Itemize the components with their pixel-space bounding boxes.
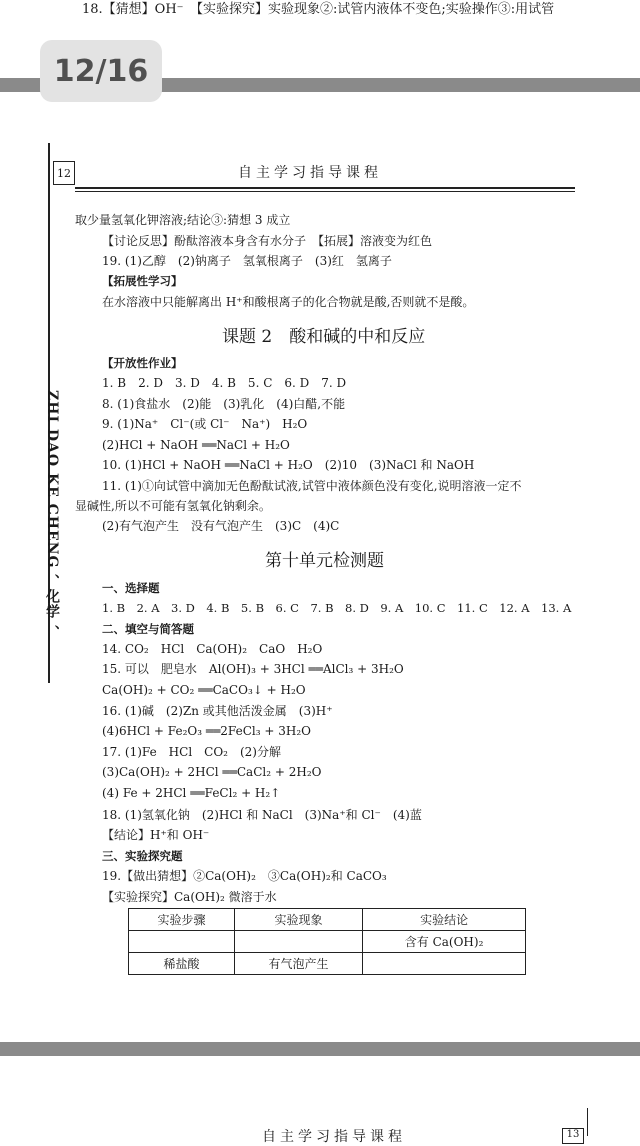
table-row bbox=[129, 953, 526, 975]
table-header-row bbox=[129, 909, 526, 931]
answer-line: 18. (1)氢氧化钠 (2)HCl 和 NaCl (3)Na⁺和 Cl⁻ (4)蓝 bbox=[102, 808, 422, 822]
answer-line: (4)6HCl + Fe₂O₃ ══2FeCl₃ + 3H₂O bbox=[102, 724, 311, 738]
answer-line: 【结论】H⁺和 OH⁻ bbox=[102, 828, 210, 842]
answer-line: 14. CO₂ HCl Ca(OH)₂ CaO H₂O bbox=[102, 642, 323, 656]
table-row bbox=[129, 931, 526, 953]
answer-line: 1. B 2. D 3. D 4. B 5. C 6. D 7. D bbox=[102, 376, 347, 390]
table-cell bbox=[129, 931, 235, 953]
table-header-cell: 实验步骤 bbox=[129, 909, 235, 931]
section-label: 三、实验探究题 bbox=[102, 849, 183, 863]
answer-line: 1. B 2. A 3. D 4. B 5. B 6. C 7. B 8. D 9. A 10. C 11. C 12. A 13. A bbox=[102, 601, 572, 615]
answer-line: 9. (1)Na⁺ Cl⁻(或 Cl⁻ Na⁺) H₂O bbox=[102, 417, 308, 431]
section-label: 【拓展性学习】 bbox=[102, 274, 183, 288]
next-page-number-box: 13 bbox=[562, 1128, 584, 1144]
answer-line: Ca(OH)₂ + CO₂ ══CaCO₃↓ + H₂O bbox=[102, 683, 306, 697]
next-page-header-title: 自主学习指导课程 bbox=[262, 1129, 406, 1145]
answer-line: 在水溶液中只能解离出 H⁺和酸根离子的化合物就是酸,否则就不是酸。 bbox=[102, 295, 475, 309]
answer-line: 17. (1)Fe HCl CO₂ (2)分解 bbox=[102, 745, 281, 759]
page-number-box: 12 bbox=[53, 161, 75, 185]
table-cell: 稀盐酸 bbox=[129, 953, 235, 975]
table-cell: 含有 Ca(OH)₂ bbox=[363, 931, 526, 953]
header-rule-thin bbox=[75, 191, 575, 192]
section-label: 一、选择题 bbox=[102, 581, 160, 595]
table-cell: 有气泡产生 bbox=[234, 953, 362, 975]
table-cell bbox=[234, 931, 362, 953]
answer-line: 15. 可以 肥皂水 Al(OH)₃ + 3HCl ══AlCl₃ + 3H₂O bbox=[102, 662, 404, 676]
answer-line: 11. (1)①向试管中滴加无色酚酞试液,试管中液体颜色没有变化,说明溶液一定不 bbox=[102, 479, 522, 493]
experiment-table bbox=[128, 908, 526, 975]
section-label: 【开放性作业】 bbox=[102, 356, 183, 370]
answer-line: (2)有气泡产生 没有气泡产生 (3)C (4)C bbox=[102, 519, 340, 533]
answer-line: (3)Ca(OH)₂ + 2HCl ══CaCl₂ + 2H₂O bbox=[102, 765, 322, 779]
answer-line: 19.【做出猜想】②Ca(OH)₂ ③Ca(OH)₂和 CaCO₃ bbox=[102, 869, 387, 883]
table-header-cell: 实验现象 bbox=[234, 909, 362, 931]
answer-line: 【讨论反思】酚酞溶液本身含有水分子 【拓展】溶液变为红色 bbox=[102, 234, 433, 248]
answer-line: 19. (1)乙醇 (2)钠离子 氢氧根离子 (3)红 氢离子 bbox=[102, 254, 392, 268]
lesson-heading: 课题 2 酸和碱的中和反应 bbox=[222, 327, 426, 347]
answer-line: 显碱性,所以不可能有氢氧化钠剩余。 bbox=[75, 499, 271, 513]
table-header-cell: 实验结论 bbox=[363, 909, 526, 931]
table-cell bbox=[363, 953, 526, 975]
answer-line: 8. (1)食盐水 (2)能 (3)乳化 (4)白醋,不能 bbox=[102, 397, 346, 411]
header-rule bbox=[75, 187, 575, 189]
answer-line: 10. (1)HCl + NaOH ══NaCl + H₂O (2)10 (3)NaCl 和 NaOH bbox=[102, 458, 475, 472]
unit-test-heading: 第十单元检测题 bbox=[265, 551, 384, 571]
answer-line: 16. (1)碱 (2)Zn 或其他活泼金属 (3)H⁺ bbox=[102, 704, 333, 718]
previous-page-last-line: 18.【猜想】OH⁻ 【实验探究】实验现象②:试管内液体不变色;实验操作③:用试管 bbox=[82, 2, 555, 17]
answer-line: 取少量氢氧化钾溶液;结论③:猜想 3 成立 bbox=[75, 213, 291, 227]
answer-line: 【实验探究】Ca(OH)₂ 微溶于水 bbox=[102, 890, 277, 904]
section-label: 二、填空与简答题 bbox=[102, 622, 194, 636]
side-series-title: ZHI DAO KE CHENG 、化学 、 bbox=[44, 390, 60, 641]
answer-line: (2)HCl + NaOH ══NaCl + H₂O bbox=[102, 438, 290, 452]
next-page-rule bbox=[587, 1108, 588, 1136]
page-indicator[interactable]: 12/16 bbox=[40, 40, 162, 102]
page-separator-bottom bbox=[0, 1042, 640, 1056]
running-header-title: 自主学习指导课程 bbox=[238, 165, 382, 181]
answer-line: (4) Fe + 2HCl ══FeCl₂ + H₂↑ bbox=[102, 786, 281, 800]
